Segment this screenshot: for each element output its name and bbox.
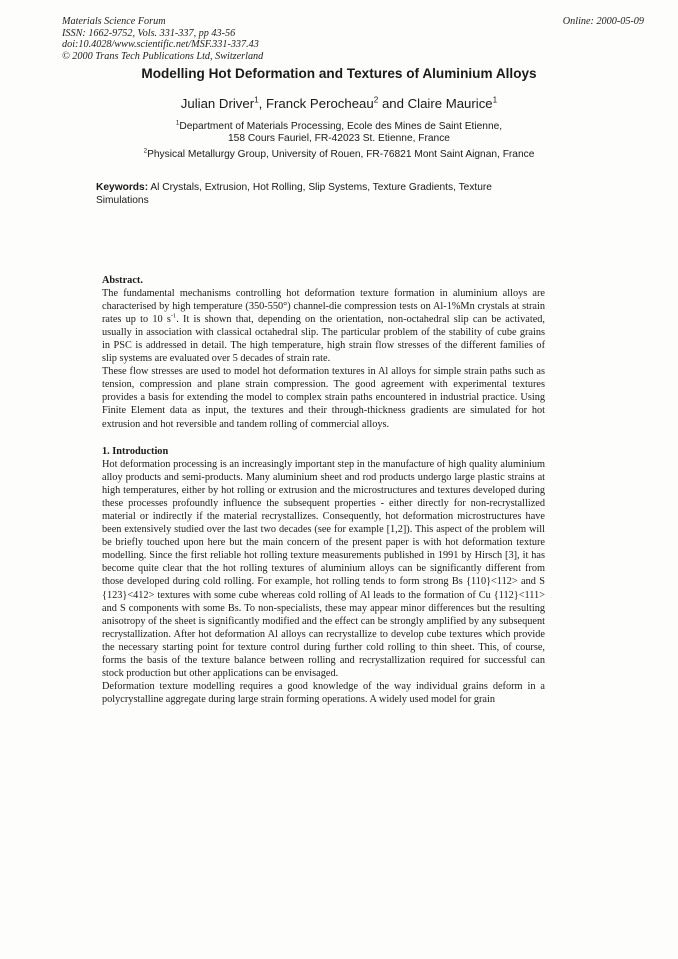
affiliation-2 [0,149,678,161]
affiliation-mark: 1 [175,119,180,127]
introduction-section [102,445,545,706]
affiliation-line: Physical Metallurgy Group, University of Rouen, FR-76821 Mont Saint Aignan, France [147,149,535,160]
abstract-heading: Abstract. [102,275,143,286]
author-name: Julian Driver [180,96,255,111]
author-separator: and [378,96,408,111]
journal-name: Materials Science Forum [62,16,166,27]
author-name: Claire Maurice [407,96,493,111]
abstract-section [102,274,545,431]
affiliation-1 [0,121,678,146]
abstract-paragraph-1: The fundamental mechanisms controlling hot deformation texture formation in aluminium alloys are characterised by high temperature (350-550°) channel-die compression tests on Al-1%Mn crystals at strain rates up to 10 $s^{-1}$. It is shown that, depending on the orientation, non-octahedral slip can be activated, usually in association with classical octahedral slip. The particular problem of the stability of cube grains in PSC is addressed in detail. The high temperature, high strain flow stresses of the different families of slip systems are evaluated over 5 decades of strain rate. [102,288,545,365]
online-date: Online: 2000-05-09 [562,16,644,27]
abstract-paragraph-2: These flow stresses are used to model hot deformation textures in Al alloys for simple strain paths such as tension, compression and plane strain compression. The good agreement with experimental textures provides a basis for extending the model to complex strain paths encountered in industrial practice. Using Finite Element data as input, the textures and their through-thickness gradients are simulated for hot extrusion and hot reversible and tandem rolling of commercial alloys. [102,366,545,430]
author-name: Franck Perocheau [265,96,374,111]
issn-line: ISSN: 1662-9752, Vols. 331-337, pp 43-56 [62,27,236,39]
introduction-paragraph-1: Hot deformation processing is an increasingly important step in the manufacture of high quality aluminium alloy products and semi-products. Many aluminium sheet and rod products undergo large plastic strains at high temperatures, either by hot rolling or extrusion and the microstructures and textures developed during these processes profoundly influence the subsequent properties - either directly for non-recrystallized material or indirectly if the material recrystallizes. Consequently, hot deformation microstructures have been extensively studied over the last two decades (see for example [1,2]). This aspect of the problem will be briefly touched upon here but the main concern of the present paper is with hot deformation texture modelling. Since the first reliable hot rolling texture measurements published in 1991 by Hirsch [3], it has become quite clear that the hot rolling textures of aluminium alloys can be significantly different from those developed during cold rolling. For example, hot rolling tends to form strong Bs {110}<112> and S {123}<412> textures with some cube whereas cold rolling of Al leads to the formation of Cu {112}<111> and S components with some Bs. To non-specialists, these may appear minor differences but the resulting anisotropy of the sheet is significantly modified and the effect can be strongly amplified by any subsequent recrystallization. After hot deformation Al alloys can recrystallize to develop cube textures which provide the necessary starting point for texture control during further cold rolling to thin sheet. This, of course, forms the basis of the texture balance between rolling and recrystallization required for successful can stock production but other applications can be envisaged. [102,459,545,679]
keywords-text: Al Crystals, Extrusion, Hot Rolling, Slip Systems, Texture Gradients, Texture Simulations [96,182,492,206]
keywords-label: Keywords: [96,182,149,193]
author-affiliation-mark: 1 [492,95,498,105]
journal-metadata [62,16,263,62]
doi-line: doi:10.4028/www.scientific.net/MSF.331-337.43 [62,39,259,51]
affiliation-line: Department of Materials Processing, Ecole des Mines de Saint Etienne, [179,121,503,132]
keywords [96,181,516,207]
author-list [0,96,678,111]
affiliation-line: 158 Cours Fauriel, FR-42023 St. Etienne, France [228,133,450,145]
paper-title: Modelling Hot Deformation and Textures of Aluminium Alloys [141,66,537,81]
author-separator: , [258,96,266,111]
author-affiliation-mark: 2 [373,95,379,105]
copyright-line: © 2000 Trans Tech Publications Ltd, Switzerland [62,50,264,62]
unit-exponent: -1 [170,312,177,320]
affiliation-mark: 2 [143,147,148,155]
author-affiliation-mark: 1 [254,95,259,105]
introduction-paragraph-2: Deformation texture modelling requires a good knowledge of the way individual grains deform in a polycrystalline aggregate during large strain forming operations. A widely used model for grain [102,680,545,705]
introduction-heading: 1. Introduction [102,446,169,457]
